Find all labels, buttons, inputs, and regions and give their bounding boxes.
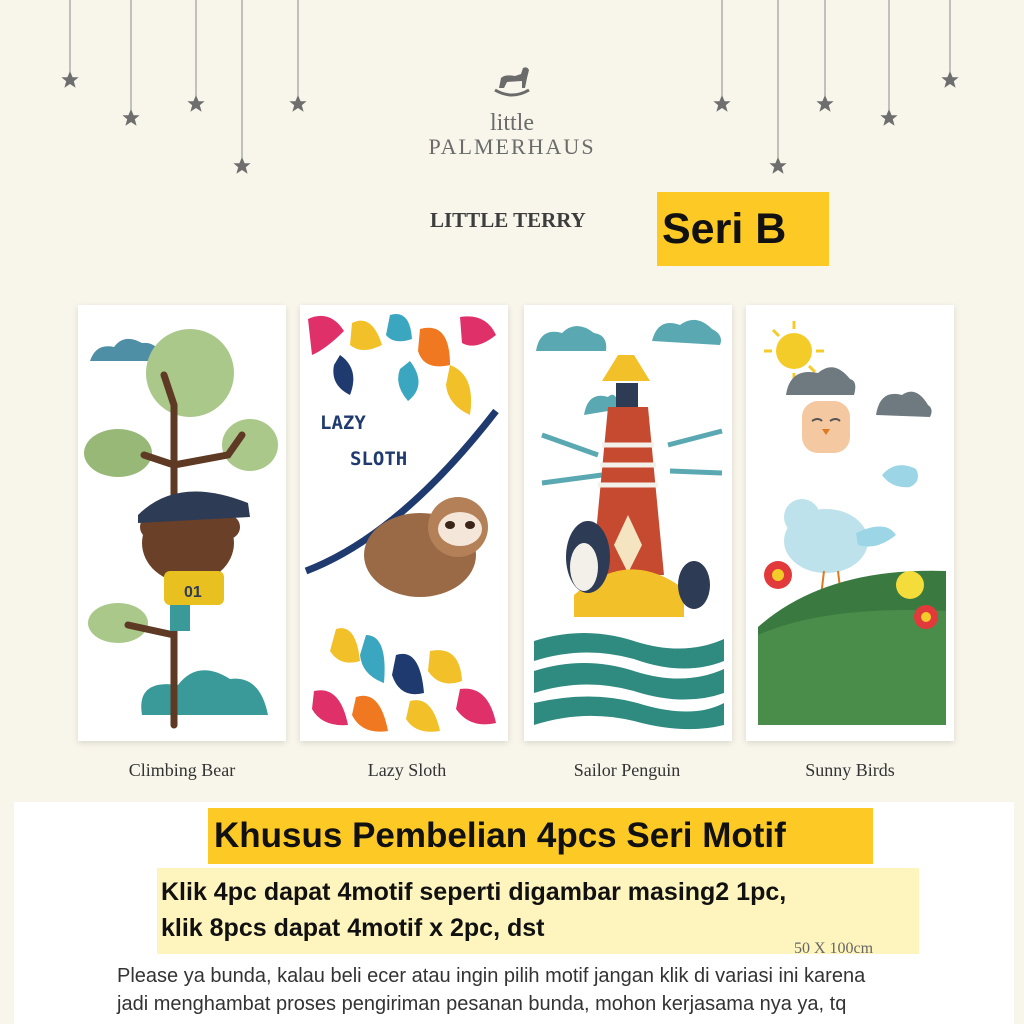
promo-headline: Khusus Pembelian 4pcs Seri Motif: [208, 808, 873, 864]
product-caption: Climbing Bear: [128, 760, 236, 780]
svg-text:01: 01: [184, 584, 202, 601]
hanging-stars-decoration: [0, 0, 1024, 200]
purchase-note-line2: jadi menghambat proses pengiriman pesanan bunda, mohon kerjasama nya ya, tq: [117, 993, 847, 1015]
svg-text:LAZY: LAZY: [320, 412, 366, 434]
collection-title: LITTLE TERRY: [430, 208, 586, 232]
promo-detail-line2: klik 8pcs dapat 4motif x 2pc, dst: [161, 914, 545, 942]
svg-text:SLOTH: SLOTH: [350, 448, 408, 470]
towel-sailor-penguin: [524, 305, 732, 741]
size-text-partial: 50 X 100cm: [794, 940, 874, 957]
promo-detail-line1: Klik 4pc dapat 4motif seperti digambar masing2 1pc,: [161, 878, 787, 906]
product-caption: Lazy Sloth: [367, 760, 447, 780]
brand-name-line1: little: [490, 110, 534, 136]
series-badge: Seri B: [657, 192, 829, 266]
star-icon: [941, 71, 958, 88]
star-icon: [61, 71, 78, 88]
brand-name-line2: PALMERHAUS: [428, 134, 596, 159]
product-caption: Sailor Penguin: [573, 760, 681, 780]
towel-climbing-bear: [78, 305, 286, 741]
purchase-note: [117, 962, 997, 1018]
towel-sunny-birds: [746, 305, 954, 741]
towel-lazy-sloth: [300, 305, 508, 741]
product-caption: Sunny Birds: [805, 760, 895, 780]
rocking-horse-icon: [489, 64, 535, 100]
purchase-note-line1: Please ya bunda, kalau beli ecer atau ingin pilih motif jangan klik di variasi ini karena: [117, 965, 866, 987]
